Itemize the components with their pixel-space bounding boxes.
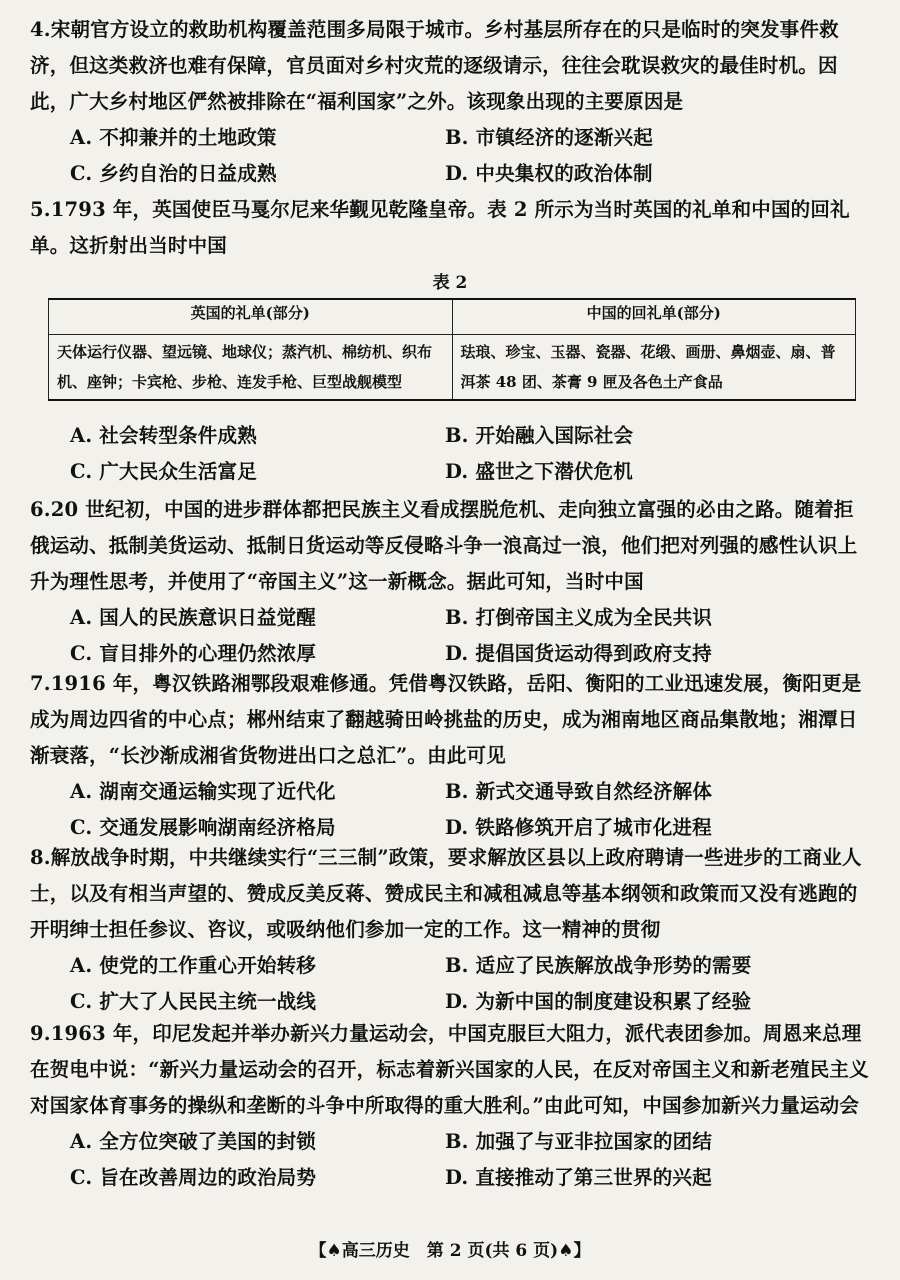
- option-c[interactable]: C. 乡约自治的日益成熟: [70, 162, 277, 185]
- table-cell-british: 天体运行仪器、望远镜、地球仪；蒸汽机、棉纺机、织布机、座钟；卡宾枪、步枪、连发手枪、巨型战舰模型: [49, 335, 453, 401]
- question-5-options: [30, 418, 870, 490]
- question-4: [30, 12, 870, 192]
- options: [30, 600, 870, 672]
- question-text: 宋朝官方设立的救助机构覆盖范围多局限于城市。乡村基层所存在的只是临时的突发事件救济，但这类救济也难有保障，官员面对乡村灾荒的逐级请示，往往会耽误救灾的最佳时机。因此，广大乡村地区俨然被排除在“福利国家”之外。该现象出现的主要原因是: [30, 18, 839, 113]
- table-caption: 表 2: [432, 273, 468, 293]
- option-b[interactable]: B. 加强了与亚非拉国家的团结: [445, 1130, 713, 1153]
- question-stem: [30, 492, 870, 600]
- option-c[interactable]: C. 盲目排外的心理仍然浓厚: [70, 642, 317, 665]
- option-d[interactable]: D. 提倡国货运动得到政府支持: [445, 642, 712, 665]
- table-header-chinese: 中国的回礼单(部分): [452, 299, 856, 335]
- question-6: [30, 492, 870, 672]
- option-b[interactable]: B. 适应了民族解放战争形势的需要: [445, 954, 752, 977]
- question-5: [30, 192, 870, 264]
- question-stem: [30, 1016, 870, 1124]
- option-c[interactable]: C. 扩大了人民民主统一战线: [70, 990, 317, 1013]
- question-text: 解放战争时期，中共继续实行“三三制”政策，要求解放区县以上政府聘请一些进步的工商业人士，以及有相当声望的、赞成反美反蒋、赞成民主和减租减息等基本纲领和政策而又没有逃跑的开明绅士担任参议、咨议，或吸纳他们参加一定的工作。这一精神的贯彻: [30, 846, 862, 941]
- gift-list-table: [48, 298, 856, 401]
- option-d[interactable]: D. 中央集权的政治体制: [445, 162, 653, 185]
- option-b[interactable]: B. 市镇经济的逐渐兴起: [445, 126, 653, 149]
- options: [30, 948, 870, 1020]
- question-stem: [30, 12, 870, 120]
- question-number: 7.: [30, 672, 51, 695]
- option-d[interactable]: D. 铁路修筑开启了城市化进程: [445, 816, 712, 839]
- question-number: 5.: [30, 198, 51, 221]
- options: [30, 120, 870, 192]
- question-number: 8.: [30, 846, 51, 869]
- option-d[interactable]: D. 盛世之下潜伏危机: [445, 460, 633, 483]
- option-a[interactable]: A. 使党的工作重心开始转移: [70, 954, 317, 977]
- options: [30, 418, 870, 490]
- option-c[interactable]: C. 交通发展影响湖南经济格局: [70, 816, 336, 839]
- question-stem: [30, 840, 870, 948]
- question-9: [30, 1016, 870, 1196]
- option-d[interactable]: D. 为新中国的制度建设积累了经验: [445, 990, 752, 1013]
- option-d[interactable]: D. 直接推动了第三世界的兴起: [445, 1166, 712, 1189]
- question-text: 1793 年，英国使臣马戛尔尼来华觐见乾隆皇帝。表 2 所示为当时英国的礼单和中国的回礼单。这折射出当时中国: [30, 198, 850, 257]
- question-number: 6.: [30, 498, 51, 521]
- question-number: 9.: [30, 1022, 51, 1045]
- spade-icon: ♠】: [558, 1241, 591, 1261]
- option-a[interactable]: A. 不抑兼并的土地政策: [70, 126, 277, 149]
- option-a[interactable]: A. 全方位突破了美国的封锁: [70, 1130, 317, 1153]
- option-c[interactable]: C. 旨在改善周边的政治局势: [70, 1166, 317, 1189]
- options: [30, 1124, 870, 1196]
- table-cell-chinese: 珐琅、珍宝、玉器、瓷器、花缎、画册、鼻烟壶、扇、普洱茶 48 团、茶膏 9 匣及各色土产食品: [452, 335, 856, 401]
- question-number: 4.: [30, 18, 51, 41]
- option-b[interactable]: B. 新式交通导致自然经济解体: [445, 780, 713, 803]
- option-c[interactable]: C. 广大民众生活富足: [70, 460, 257, 483]
- question-stem: [30, 666, 870, 774]
- option-b[interactable]: B. 开始融入国际社会: [445, 424, 634, 447]
- question-text: 1963 年，印尼发起并举办新兴力量运动会，中国克服巨大阻力，派代表团参加。周恩来总理在贺电中说：“新兴力量运动会的召开，标志着新兴国家的人民，在反对帝国主义和新老殖民主义对国家体育事务的操纵和垄断的斗争中所取得的重大胜利。”由此可知，中国参加新兴力量运动会: [30, 1022, 869, 1117]
- question-stem: [30, 192, 870, 264]
- footer-text: 高三历史 第 2 页(共 6 页): [341, 1241, 559, 1261]
- option-b[interactable]: B. 打倒帝国主义成为全民共识: [445, 606, 713, 629]
- table-header-british: 英国的礼单(部分): [49, 299, 453, 335]
- spade-icon: 【♠: [309, 1241, 342, 1261]
- options: [30, 774, 870, 846]
- question-7: [30, 666, 870, 846]
- page-footer: [0, 1236, 900, 1261]
- question-8: [30, 840, 870, 1020]
- option-a[interactable]: A. 湖南交通运输实现了近代化: [70, 780, 336, 803]
- option-a[interactable]: A. 国人的民族意识日益觉醒: [70, 606, 317, 629]
- question-text: 1916 年，粤汉铁路湘鄂段艰难修通。凭借粤汉铁路，岳阳、衡阳的工业迅速发展，衡阳更是成为周边四省的中心点；郴州结束了翻越骑田岭挑盐的历史，成为湘南地区商品集散地；湘潭日渐衰落，“长沙渐成湘省货物进出口之总汇”。由此可见: [30, 672, 862, 767]
- question-text: 20 世纪初，中国的进步群体都把民族主义看成摆脱危机、走向独立富强的必由之路。随着拒俄运动、抵制美货运动、抵制日货运动等反侵略斗争一浪高过一浪，他们把对列强的感性认识上升为理性思考，并使用了“帝国主义”这一新概念。据此可知，当时中国: [30, 498, 858, 593]
- option-a[interactable]: A. 社会转型条件成熟: [70, 424, 257, 447]
